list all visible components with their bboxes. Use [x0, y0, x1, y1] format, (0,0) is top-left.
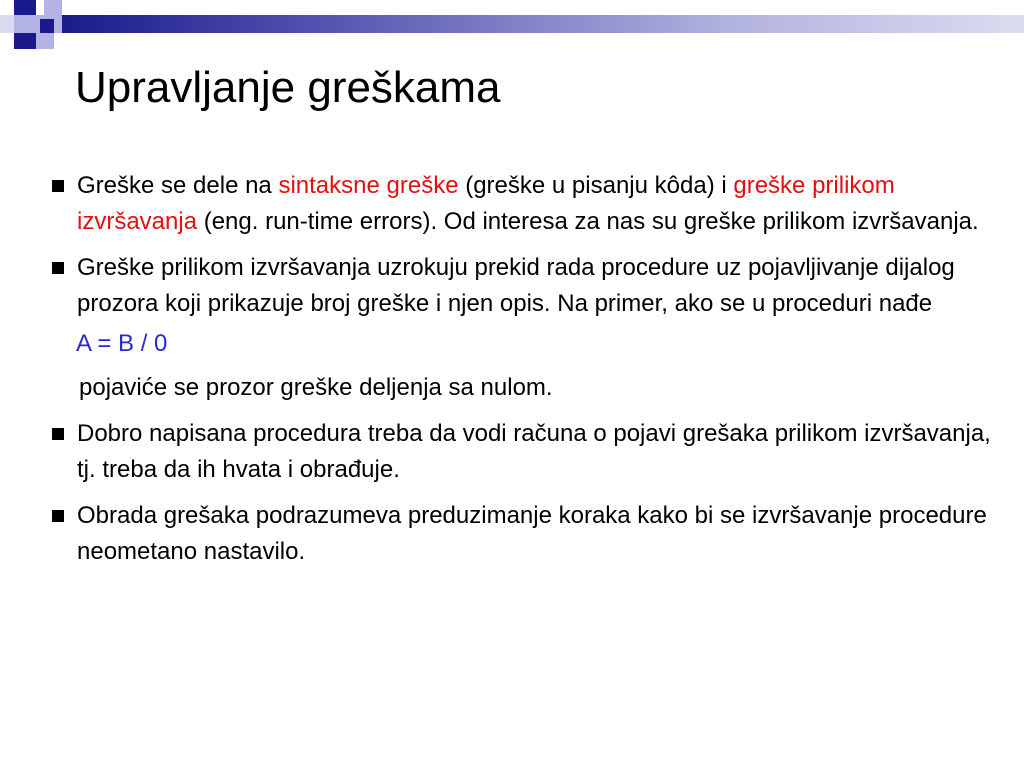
bullet-item-1 — [48, 168, 998, 240]
bullet-square-icon — [52, 262, 64, 274]
deco-square-navy-bottom — [14, 33, 36, 49]
bullet-square-icon — [52, 510, 64, 522]
bullet-text-1-part-5: (eng. run-time errors). Od interesa za nas su greške prilikom izvršavanja. — [197, 208, 979, 235]
bullet-text-1-part-3: (greške u pisanju kôda) i — [458, 172, 734, 199]
bullet-item-4 — [48, 498, 998, 570]
deco-square-lavender-mid — [14, 15, 36, 33]
code-example: A = B / 0 — [76, 330, 168, 357]
bullet-item-2 — [48, 250, 998, 322]
deco-square-navy-mid — [40, 19, 54, 33]
slide-title: Upravljanje greškama — [75, 63, 501, 112]
deco-square-lavender-top — [44, 0, 62, 15]
bullet-text-3: Dobro napisana procedura treba da vodi računa o pojavi grešaka prilikom izvršavanja, tj. treba da ih hvata i obrađuje. — [77, 420, 991, 483]
bullet-item-3 — [48, 416, 998, 488]
deco-square-navy-top — [14, 0, 36, 15]
bullet-square-icon — [52, 180, 64, 192]
bullet-text-2: Greške prilikom izvršavanja uzrokuju prekid rada procedure uz pojavljivanje dijalog prozora koji prikazuje broj greške i njen opis. Na primer, ako se u proceduri nađe — [77, 254, 955, 317]
term-runtime-errors: greške prilikom izvršavanja — [77, 172, 895, 235]
example-followup-text: pojaviće se prozor greške deljenja sa nulom. — [79, 374, 553, 401]
header-gradient-bar — [62, 15, 1024, 33]
slide-body — [48, 168, 998, 580]
bullet-square-icon — [52, 428, 64, 440]
bullet-text-4: Obrada grešaka podrazumeva preduzimanje koraka kako bi se izvršavanje procedure neometano nastavilo. — [77, 502, 987, 565]
deco-square-pale-left — [0, 15, 14, 33]
bullet-text-1-part-1: Greške se dele na — [77, 172, 279, 199]
deco-square-lavender-bottom — [36, 33, 54, 49]
term-syntax-errors: sintaksne greške — [278, 172, 459, 199]
